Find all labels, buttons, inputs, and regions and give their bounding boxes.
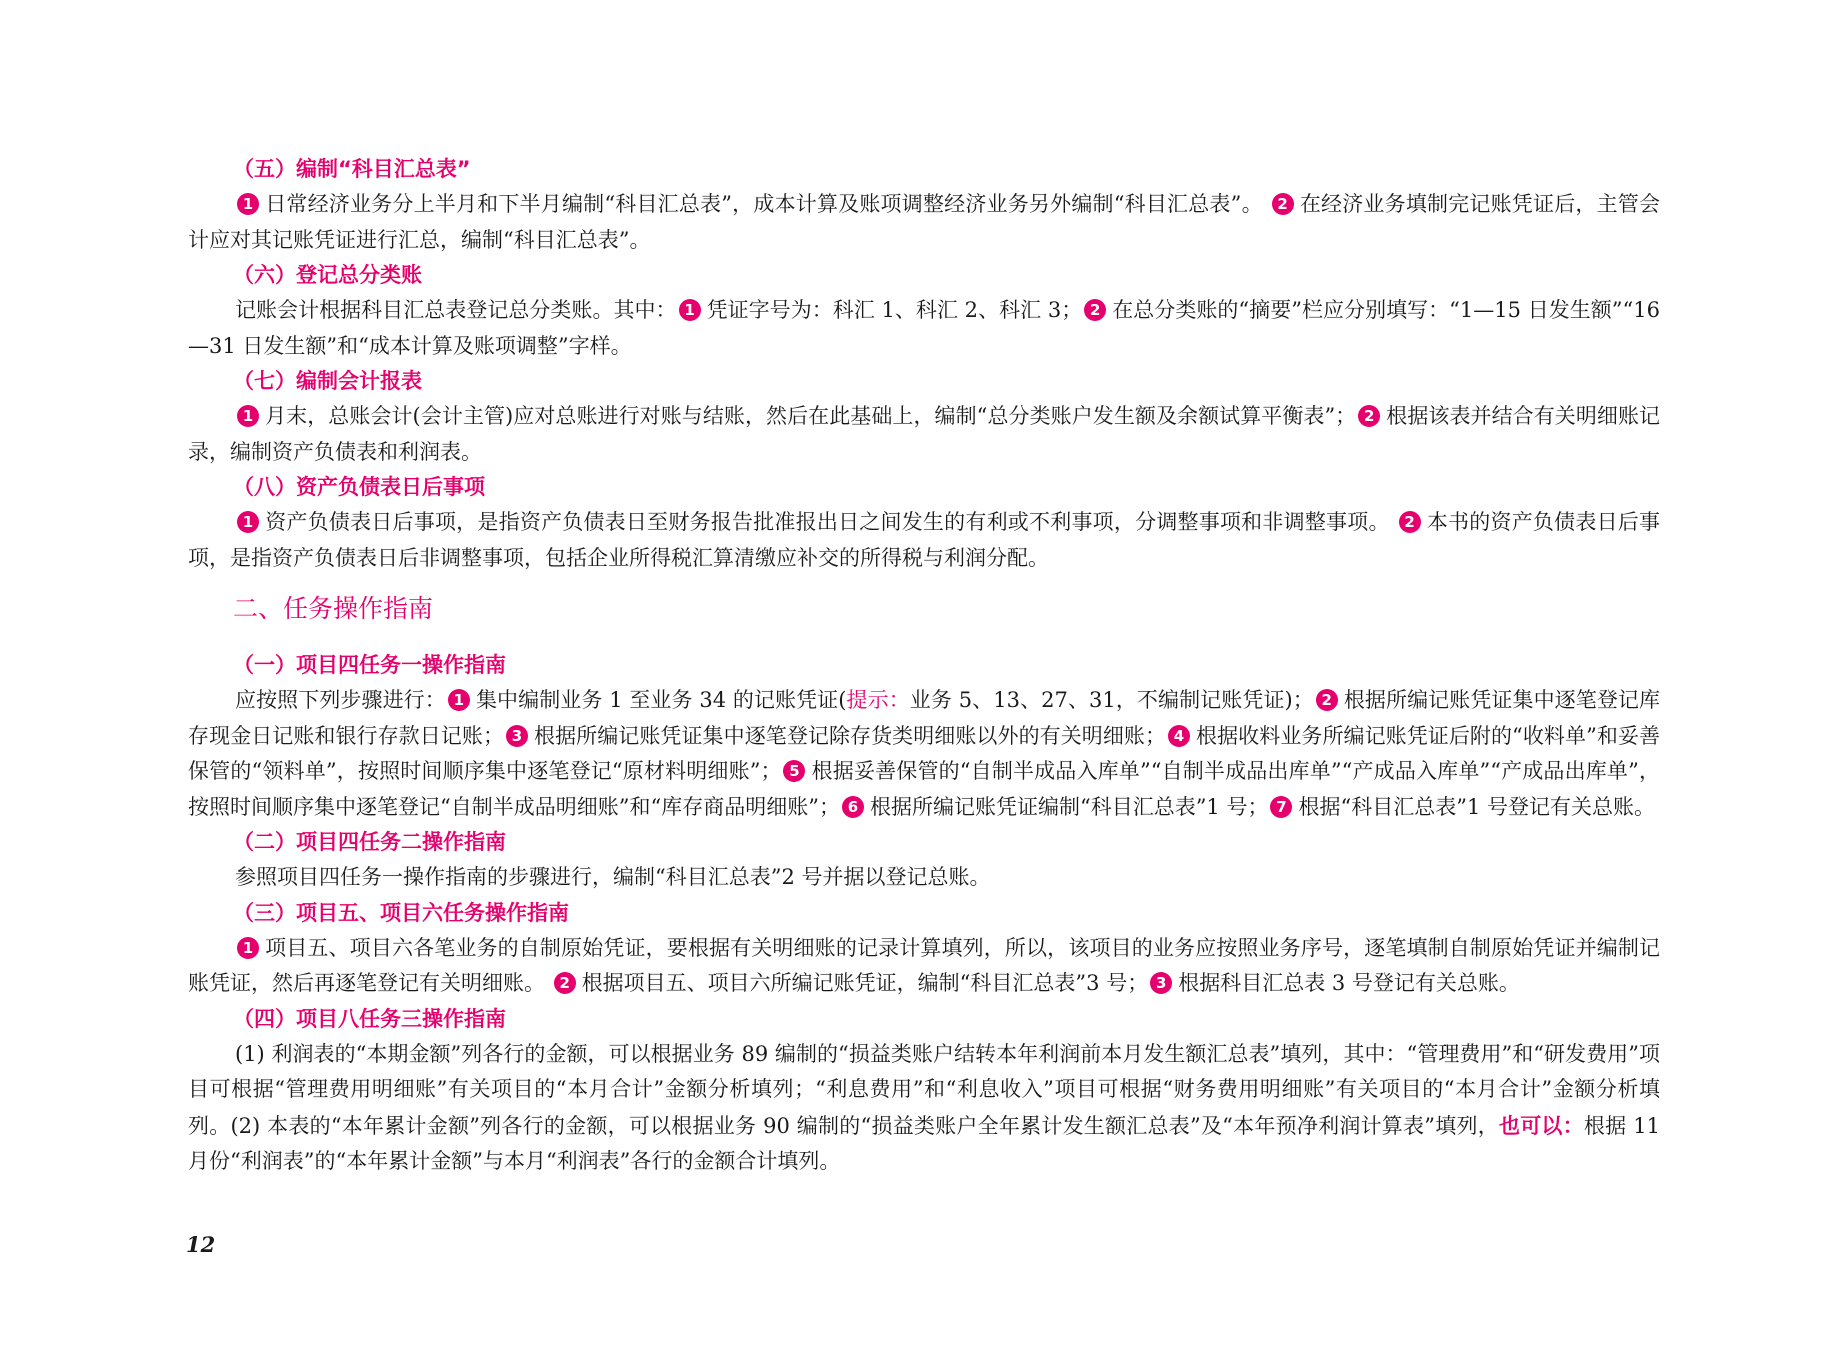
page-number: 12 (186, 1232, 216, 1257)
text-segment: 资产负债表日后事项，是指资产负债表日至财务报告批准报出日之间发生的有利或不利事项，分调整事项和非调整事项。 (265, 510, 1390, 534)
number-badge-3: 3 (1150, 972, 1172, 994)
text-segment: 根据所编记账凭证集中逐笔登记除存货类明细账以外的有关明细账； (533, 723, 1166, 748)
section-8-paragraph (188, 505, 1660, 576)
guide-heading-1: （一）项目四任务一操作指南 (233, 653, 506, 677)
text-segment: 业务 5、13、27、31，不编制记账凭证)； (909, 688, 1314, 712)
text-segment: 根据科目汇总表 3 号登记有关总账。 (1178, 971, 1520, 995)
section-5-paragraph (188, 187, 1660, 258)
text-segment: 项目五、项目六各笔业务的自制原始凭证，要根据有关明细账的记录计算填列，所以，该项目的业务应按照业务序号，逐笔填制自制原始凭证并编制记账凭证，然后再逐笔登记有关明细账。 (188, 935, 1660, 995)
number-badge-2: 2 (1316, 689, 1338, 711)
guide-heading-3: （三）项目五、项目六任务操作指南 (233, 900, 569, 925)
text-segment: 根据所编记账凭证编制“科目汇总表”1 号； (869, 794, 1269, 819)
number-badge-1: 1 (237, 937, 259, 959)
guide-4-paragraph (188, 1037, 1660, 1180)
number-badge-2: 2 (1358, 405, 1380, 427)
text-segment: 集中编制业务 1 至业务 34 的记账凭证( (475, 688, 847, 712)
number-badge-6: 6 (842, 796, 864, 818)
text-segment: 凭证字号为：科汇 1、科汇 2、科汇 3； (706, 298, 1083, 322)
number-badge-1: 1 (237, 405, 259, 427)
number-badge-3: 3 (506, 725, 528, 747)
number-badge-2: 2 (1272, 193, 1294, 215)
text-segment: 应按照下列步骤进行： (235, 688, 446, 712)
number-badge-1: 1 (448, 689, 470, 711)
number-badge-1: 1 (679, 299, 701, 321)
number-badge-5: 5 (783, 760, 805, 782)
number-badge-1: 1 (237, 193, 259, 215)
number-badge-2: 2 (554, 972, 576, 994)
guide-heading-2: （二）项目四任务二操作指南 (233, 830, 506, 854)
section-heading-7: （七）编制会计报表 (233, 369, 422, 393)
number-badge-2: 2 (1399, 511, 1421, 533)
text-segment: 根据项目五、项目六所编记账凭证，编制“科目汇总表”3 号； (581, 971, 1149, 995)
section-heading-5: （五）编制“科目汇总表” (233, 157, 471, 181)
text-segment: 在经济业务填制完记账凭证后，主管会计应对其记账凭证进行汇总，编制“科目汇总表”。 (188, 192, 1660, 252)
text-segment: 根据收料业务所编记账凭证后附的“收料单”和妥善保管的“领料单”，按照时间顺序集中逐笔登记“原材料明细账”； (188, 723, 1661, 783)
guide-1-paragraph (188, 683, 1660, 825)
text-segment: 本书的资产负债表日后事项，是指资产负债表日后非调整事项，包括企业所得税汇算清缴应补交的所得税与利润分配。 (188, 510, 1661, 570)
guide-2-paragraph: 参照项目四任务一操作指南的步骤进行，编制“科目汇总表”2 号并据以登记总账。 (235, 865, 991, 889)
section-heading-6: （六）登记总分类账 (233, 263, 422, 287)
number-badge-1: 1 (237, 511, 259, 533)
number-badge-4: 4 (1168, 725, 1190, 747)
section-6-paragraph (188, 293, 1660, 364)
number-badge-7: 7 (1270, 796, 1292, 818)
text-segment: 根据所编记账凭证集中逐笔登记库存现金日记账和银行存款日记账； (188, 688, 1661, 748)
text-segment: 记账会计根据科目汇总表登记总分类账。其中： (235, 298, 677, 322)
text-segment: 在总分类账的“摘要”栏应分别填写：“1—15 日发生额”“16—31 日发生额”和“成本计算及账项调整”字样。 (188, 298, 1660, 358)
text-segment: 根据该表并结合有关明细账记录，编制资产负债表和利润表。 (188, 404, 1661, 464)
text-segment: 根据妥善保管的“自制半成品入库单”“自制半成品出库单”“产成品入库单”“产成品出库单”，按照时间顺序集中逐笔登记“自制半成品明细账”和“库存商品明细账”； (188, 759, 1660, 819)
text-segment: 根据“科目汇总表”1 号登记有关总账。 (1298, 794, 1655, 819)
text-segment: (1) 利润表的“本期金额”列各行的金额，可以根据业务 89 编制的“损益类账户结转本年利润前本月发生额汇总表”填列，其中：“管理费用”和“研发费用”项目可根据“管理费用明细账”有关项目的“本月合计”金额分析填列；“利息费用”和“利息收入”项目可根据“财务费用明细账”有关项目的“本月合计”金额分析填列。(2) 本表的“本年累计金额”列各行的金额，可以根据业务 90 编制的“损益类账户全年累计发生额汇总表”及“本年预净利润计算表”填列， (188, 1041, 1660, 1138)
text-segment: 根据 11 月份“利润表”的“本年累计金额”与本月“利润表”各行的金额合计填列。 (188, 1113, 1661, 1173)
text-segment: 月末，总账会计(会计主管)应对总账进行对账与结账，然后在此基础上，编制“总分类账户发生额及余额试算平衡表”； (265, 404, 1357, 428)
emphasis-label: 也可以： (1498, 1112, 1584, 1138)
part-heading-2: 二、任务操作指南 (233, 594, 434, 623)
number-badge-2: 2 (1084, 299, 1106, 321)
guide-heading-4: （四）项目八任务三操作指南 (233, 1006, 506, 1031)
guide-3-paragraph (188, 931, 1660, 1002)
hint-label: 提示： (846, 688, 910, 712)
section-heading-8: （八）资产负债表日后事项 (233, 475, 485, 499)
text-segment: 日常经济业务分上半月和下半月编制“科目汇总表”，成本计算及账项调整经济业务另外编制“科目汇总表”。 (265, 192, 1263, 216)
content-column (188, 152, 1660, 1180)
section-7-paragraph (188, 399, 1660, 470)
